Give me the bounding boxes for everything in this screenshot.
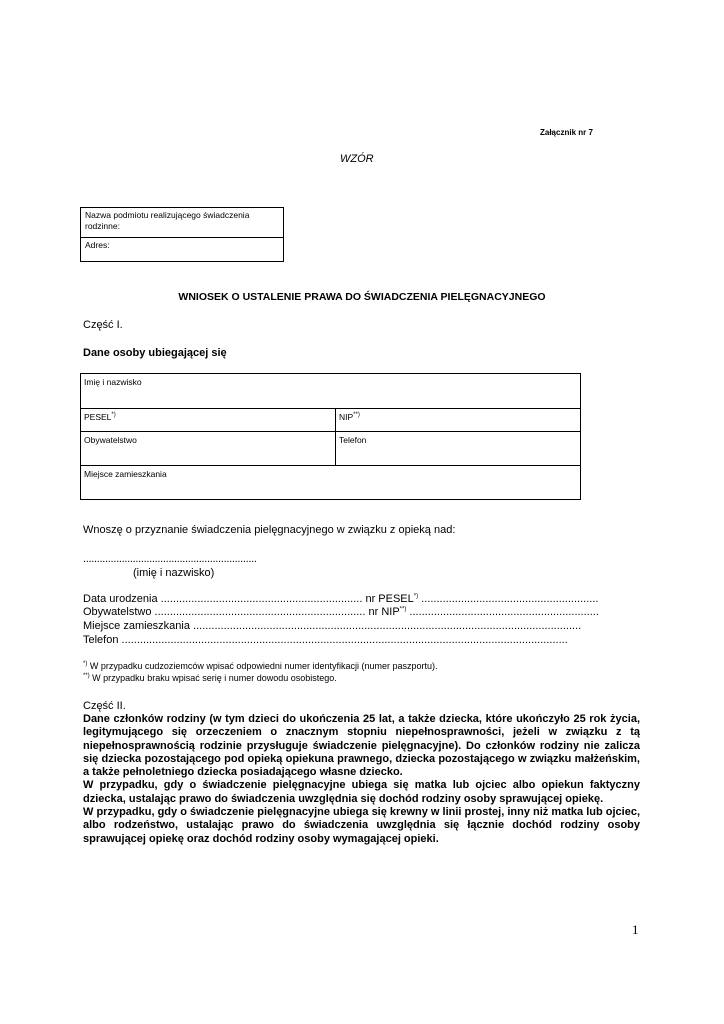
care-residence-input-dots[interactable]: ............................................................................................................................... [193,620,582,632]
care-pesel-mark: *) [413,593,419,600]
annex-label: Załącznik nr 7 [540,128,593,137]
entity-box [80,207,284,262]
footnote-1 [83,661,438,672]
birthdate-pesel-line [83,593,640,606]
entity-name-field[interactable] [81,208,283,238]
citizenship-nip-line [83,606,640,619]
applicant-citizenship-field[interactable] [81,432,336,466]
part2-paragraph-2: W przypadku, gdy o świadczenie pielęgnacyjne ubiega się matka lub ojciec albo opiekun faktyczny dziecka, ustalając prawo do świadczenia uwzględnia się dochód rodziny osoby sprawującej opiekę. [83,779,640,805]
part2-label: Część II. [83,700,126,712]
applicant-name-label: Imię i nazwisko [84,377,142,387]
part2-paragraph-3: W przypadku, gdy o świadczenie pielęgnacyjne ubiega się krewny w linii prostej, inny niż matka lub ojciec, albo rodzeństwo, ustalając prawo do świadczenia uwzględnia się łącznie dochód rodziny osoby sprawującej opiekę oraz dochód rodziny osoby wymagającej opieki. [83,806,640,845]
care-nip-input-dots[interactable]: .............................................................. [409,606,599,618]
nip-footnote-mark: **) [353,412,360,419]
entity-address-label: Adres: [85,240,110,250]
care-citizenship-label: Obywatelstwo [83,606,152,618]
entity-address-field[interactable] [81,238,283,253]
birthdate-input-dots[interactable]: .................................................................. [160,593,363,605]
care-phone-label: Telefon [83,634,119,646]
applicant-residence-field[interactable] [81,466,581,500]
care-pesel-input-dots[interactable]: .......................................................... [421,593,599,605]
part2-text [83,713,640,846]
care-nip-mark: **) [399,606,407,613]
applicant-citizenship-label: Obywatelstwo [84,435,137,445]
applicant-name-field[interactable] [81,374,581,409]
footnote-2-mark: **) [83,673,90,679]
part1-label: Część I. [83,319,123,331]
care-residence-label: Miejsce zamieszkania [83,620,190,632]
footnote-2-text: W przypadku braku wpisać serię i numer dowodu osobistego. [89,673,337,683]
phone-line [83,634,640,647]
request-text: Wnoszę o przyznanie świadczenia pielęgnacyjnego w związku z opieką nad: [83,524,456,536]
birthdate-label: Data urodzenia [83,593,158,605]
applicant-pesel-label: PESEL [84,412,112,422]
care-pesel-label: nr PESEL [365,593,414,605]
care-nip-label: nr NIP [368,606,400,618]
care-phone-input-dots[interactable]: .................................................................................................................................................. [121,634,568,646]
document-title: WNIOSEK O USTALENIE PRAWA DO ŚWIADCZENIA PIELĘGNACYJNEGO [178,291,546,303]
applicant-table [80,373,581,500]
applicant-pesel-field[interactable] [81,409,336,432]
care-citizenship-input-dots[interactable]: ..................................................................... [154,606,366,618]
applicant-residence-label: Miejsce zamieszkania [84,469,167,479]
applicant-phone-field[interactable] [336,432,581,466]
applicant-nip-label: NIP [339,412,354,422]
part2-paragraph-1: Dane członków rodziny (w tym dzieci do ukończenia 25 lat, a także dziecka, które ukończyło 25 rok życia, legitymującego się orzeczeniem o znacznym stopniu niepełnosprawności, jeżeli w związku z tą niepełnosprawnością rodzinie przysługuje świadczenie pielęgnacyjne). Do członków rodziny nie zalicza się dziecka pozostającego pod opieką opiekuna prawnego, dziecka pozostającego w związku małżeńskim, a także pełnoletniego dziecka posiadającego własne dziecko. [83,713,640,779]
template-label: WZÓR [340,153,374,165]
entity-name-label: Nazwa podmiotu realizującego świadczenia rodzinne: [85,210,250,231]
footnote-2 [83,673,337,684]
name-caption: (imię i nazwisko) [133,567,215,579]
care-person-name-line[interactable]: ............................................................... [83,553,257,565]
footnote-1-mark: *) [83,661,88,667]
pesel-footnote-mark: *) [111,412,116,419]
applicant-phone-label: Telefon [339,435,367,445]
applicant-heading: Dane osoby ubiegającej się [83,347,227,359]
page-number: 1 [632,922,639,937]
applicant-nip-field[interactable] [336,409,581,432]
residence-line [83,620,640,633]
footnote-1-text: W przypadku cudzoziemców wpisać odpowiedni numer identyfikacji (numer paszportu). [87,661,438,671]
